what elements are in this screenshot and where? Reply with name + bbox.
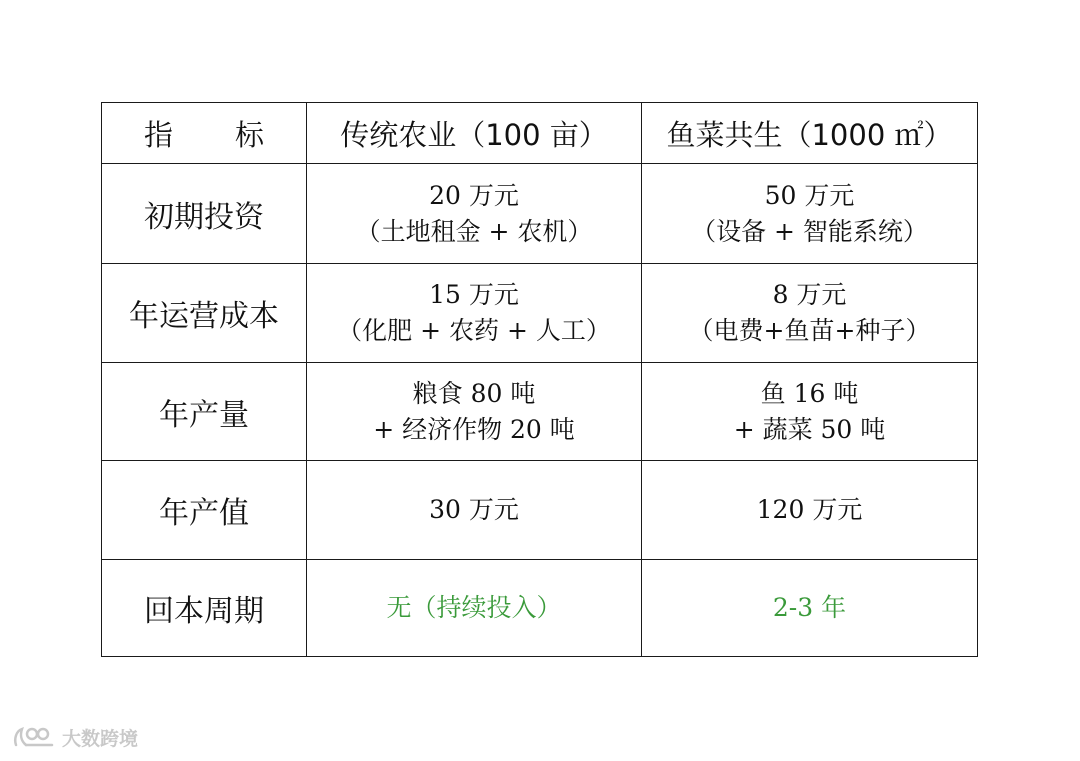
aquaponics-cell xyxy=(642,363,978,461)
cell-line: 8 万元 xyxy=(772,280,847,309)
cell-line: 无（持续投入） xyxy=(386,593,562,622)
row-label: 年运营成本 xyxy=(102,264,307,363)
table-row xyxy=(102,560,978,657)
comparison-table xyxy=(101,102,978,657)
traditional-cell xyxy=(307,461,642,560)
cell-line: 30 万元 xyxy=(429,495,519,524)
cell-line: （设备 + 智能系统） xyxy=(691,216,928,246)
cell-line: + 蔬菜 50 吨 xyxy=(733,414,886,444)
cell-line: （土地租金 + 农机） xyxy=(355,216,593,246)
row-label: 回本周期 xyxy=(102,560,307,657)
watermark-text: 大数跨境 xyxy=(62,728,139,750)
brand-logo-icon xyxy=(12,725,56,751)
traditional-cell xyxy=(307,363,642,461)
traditional-cell xyxy=(307,264,642,363)
aquaponics-cell xyxy=(642,164,978,264)
table-row xyxy=(102,164,978,264)
cell-line: 15 万元 xyxy=(429,280,519,309)
watermark xyxy=(12,724,138,751)
cell-line: + 经济作物 20 吨 xyxy=(373,414,575,444)
header-indicator xyxy=(102,103,307,164)
header-indicator-char2: 标 xyxy=(235,117,265,152)
cell-line: 鱼 16 吨 xyxy=(760,378,859,408)
cell-line: （电费+鱼苗+种子） xyxy=(688,316,931,345)
cell-line: 120 万元 xyxy=(756,495,863,524)
aquaponics-cell xyxy=(642,264,978,363)
table-header-row xyxy=(102,103,978,164)
table-row xyxy=(102,264,978,363)
header-traditional-agriculture: 传统农业（100 亩） xyxy=(307,103,642,164)
header-aquaponics: 鱼菜共生（1000 ㎡） xyxy=(642,103,978,164)
traditional-cell xyxy=(307,164,642,264)
header-indicator-char1: 指 xyxy=(143,117,173,152)
aquaponics-cell xyxy=(642,461,978,560)
aquaponics-cell xyxy=(642,560,978,657)
row-label: 年产量 xyxy=(102,363,307,461)
row-label: 年产值 xyxy=(102,461,307,560)
cell-line: （化肥 + 农药 + 人工） xyxy=(337,316,611,345)
cell-line: 20 万元 xyxy=(429,180,519,210)
row-label: 初期投资 xyxy=(102,164,307,264)
traditional-cell xyxy=(307,560,642,657)
table-row xyxy=(102,363,978,461)
cell-line: 2-3 年 xyxy=(772,593,847,622)
cell-line: 50 万元 xyxy=(764,180,855,210)
cell-line: 粮食 80 吨 xyxy=(412,378,536,408)
table-row xyxy=(102,461,978,560)
